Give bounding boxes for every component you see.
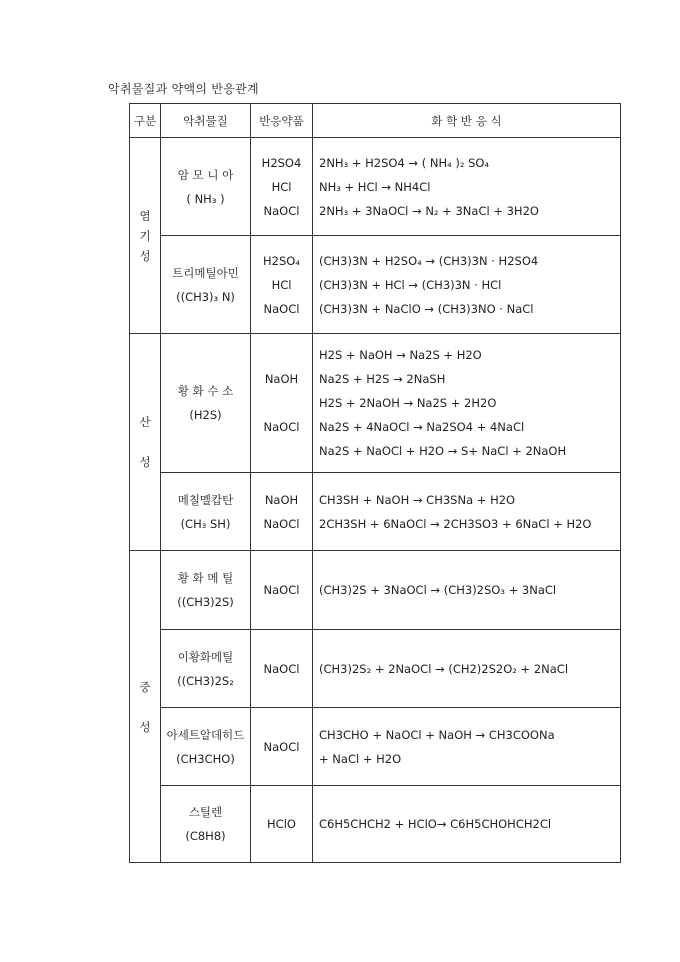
substance-cell: 스틸렌 (C8H8) (161, 786, 251, 863)
equation-cell: (CH3)2S + 3NaOCl → (CH3)2SO₃ + 3NaCl (313, 551, 621, 630)
header-row (130, 104, 621, 138)
reagent-cell: NaOH NaOCl (251, 473, 313, 551)
header-category: 구분 (130, 104, 161, 138)
substance-cell: 아세트알데히드 (CH3CHO) (161, 708, 251, 786)
equation-cell: CH3SH + NaOH → CH3SNa + H2O 2CH3SH + 6NaOCl → 2CH3SO3 + 6NaCl + H2O (313, 473, 621, 551)
class-acidic: 산 성 (130, 334, 161, 551)
reagent-cell: H2SO4 HCl NaOCl (251, 138, 313, 236)
substance-cell: 이황화메틸 ((CH3)2S₂ (161, 630, 251, 708)
equation-cell: CH3CHO + NaOCl + NaOH → CH3COONa + NaCl + H2O (313, 708, 621, 786)
table-row (130, 334, 621, 473)
substance-cell: 메칠멜캅탄 (CH₃ SH) (161, 473, 251, 551)
equation-cell: 2NH₃ + H2SO4 → ( NH₄ )₂ SO₄ NH₃ + HCl → NH4Cl 2NH₃ + 3NaOCl → N₂ + 3NaCl + 3H2O (313, 138, 621, 236)
reagent-cell: NaOCl (251, 630, 313, 708)
table-row (130, 473, 621, 551)
reagent-cell: H2SO₄ HCl NaOCl (251, 236, 313, 334)
reagent-cell: NaOH NaOCl (251, 334, 313, 473)
table-row (130, 551, 621, 630)
reagent-cell: NaOCl (251, 551, 313, 630)
substance-cell: 황 화 수 소 (H2S) (161, 334, 251, 473)
reagent-cell: NaOCl (251, 708, 313, 786)
reaction-table (129, 103, 621, 863)
substance-cell: 암 모 니 아 ( NH₃ ) (161, 138, 251, 236)
substance-cell: 트리메틸아민 ((CH3)₃ N) (161, 236, 251, 334)
equation-cell: C6H5CHCH2 + HClO→ C6H5CHOHCH2Cl (313, 786, 621, 863)
header-reagent: 반응약품 (251, 104, 313, 138)
header-chemical-equation: 화 학 반 응 식 (313, 104, 621, 138)
equation-cell: (CH3)2S₂ + 2NaOCl → (CH2)2S2O₂ + 2NaCl (313, 630, 621, 708)
substance-cell: 황 화 메 틸 ((CH3)2S) (161, 551, 251, 630)
header-odor-substance: 악취물질 (161, 104, 251, 138)
table-row (130, 138, 621, 236)
class-neutral: 중 성 (130, 551, 161, 863)
table-row (130, 236, 621, 334)
table-row (130, 708, 621, 786)
table-row (130, 786, 621, 863)
equation-cell: (CH3)3N + H2SO₄ → (CH3)3N · H2SO4 (CH3)3N + HCl → (CH3)3N · HCl (CH3)3N + NaClO → (CH3)3NO · NaCl (313, 236, 621, 334)
table-row (130, 630, 621, 708)
equation-cell: H2S + NaOH → Na2S + H2O Na2S + H2S → 2NaSH H2S + 2NaOH → Na2S + 2H2O Na2S + 4NaOCl → Na2SO4 + 4NaCl Na2S + NaOCl + H2O → S+ NaCl + 2NaOH (313, 334, 621, 473)
class-basic: 염 기 성 (130, 138, 161, 334)
document-title: 악취물질과 약액의 반응관계 (108, 82, 259, 96)
reagent-cell: HClO (251, 786, 313, 863)
